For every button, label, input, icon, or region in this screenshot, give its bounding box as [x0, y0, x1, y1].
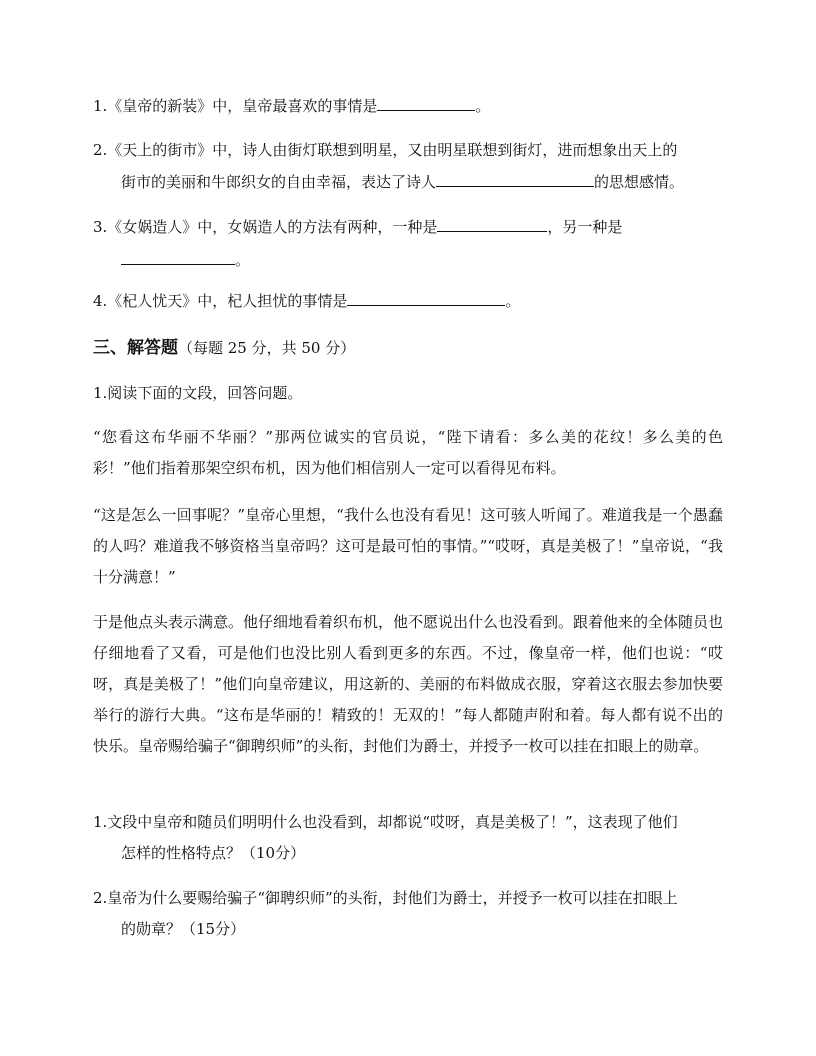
fill-question-2-line1	[93, 140, 733, 160]
passage-paragraph: “这是怎么一回事呢？”皇帝心里想，“我什么也没有看见！这可骇人听闻了。难道我是一个愚蠢的人吗？难道我不够资格当皇帝吗？这可是最可怕的事情。”“哎呀，真是美极了！”皇帝说，“我十分满意！”	[93, 506, 723, 586]
fill-question-1	[93, 95, 733, 116]
question-text: 的思想感情。	[594, 173, 685, 191]
question-text: 4.《杞人忧天》中，杞人担忧的事情是	[93, 292, 348, 310]
answer-blank[interactable]	[436, 171, 594, 187]
question-text: ，另一种是	[547, 218, 623, 236]
question-text: 的勋章？（15分）	[121, 920, 246, 938]
question-text: 2.皇帝为什么要赐给骗子“御聘织师”的头衔，封他们为爵士，并授予一枚可以挂在扣眼上	[93, 889, 678, 907]
passage-paragraph: “您看这布华丽不华丽？”那两位诚实的官员说，“陛下请看：多么美的花纹！多么美的色彩！”他们指着那架空织布机，因为他们相信别人一定可以看得见布料。	[93, 428, 723, 477]
fill-question-4	[93, 290, 733, 311]
fill-question-3-line2	[121, 249, 761, 270]
question-text: 街市的美丽和牛郎织女的自由幸福，表达了诗人	[121, 173, 437, 191]
fill-question-3-line1	[93, 216, 733, 237]
comprehension-question-1-line2	[121, 843, 761, 863]
question-text: 。	[235, 251, 251, 269]
comprehension-question-2-line1	[93, 888, 733, 908]
question-text: 。	[475, 97, 491, 115]
answer-blank[interactable]	[347, 290, 505, 306]
section-heading	[93, 337, 355, 359]
question-text: 怎样的性格特点？（10分）	[121, 844, 306, 862]
question-text: 1.文段中皇帝和随员们明明什么也没看到，却都说“哎呀，真是美极了！”，这表现了他们	[93, 813, 678, 831]
intro-text: 1.阅读下面的文段，回答问题。	[93, 384, 303, 402]
comprehension-question-1-line1	[93, 812, 733, 832]
answer-blank[interactable]	[437, 216, 547, 232]
fill-question-2-line2	[121, 171, 761, 192]
question-text: 1.《皇帝的新装》中，皇帝最喜欢的事情是	[93, 97, 378, 115]
section-title: 三、解答题	[93, 338, 178, 358]
passage-paragraph: 于是他点头表示满意。他仔细地看着织布机，他不愿说出什么也没看到。跟着他来的全体随员也仔细地看了又看，可是他们也没比别人看到更多的东西。不过，像皇帝一样，他们也说：“哎呀，真是美极了！”他们向皇帝建议，用这新的、美丽的布料做成衣服，穿着这衣服去参加快要举行的游行大典。“这布是华丽的！精致的！无双的！”每人都随声附和着。每人都有说不出的快乐。皇帝赐给骗子“御聘织师”的头衔，封他们为爵士，并授予一枚可以挂在扣眼上的勋章。	[93, 613, 724, 755]
question-text: 。	[505, 292, 521, 310]
answer-blank[interactable]	[377, 95, 475, 111]
question-text: 2.《天上的街市》中，诗人由街灯联想到明星，又由明星联想到街灯，进而想象出天上的	[93, 141, 678, 159]
question-text: 3.《女娲造人》中，女娲造人的方法有两种，一种是	[93, 218, 438, 236]
answer-blank[interactable]	[121, 249, 235, 265]
comprehension-question-2-line2	[121, 919, 761, 939]
reading-intro	[93, 383, 733, 403]
section-subtitle: （每题 25 分，共 50 分）	[178, 339, 356, 357]
